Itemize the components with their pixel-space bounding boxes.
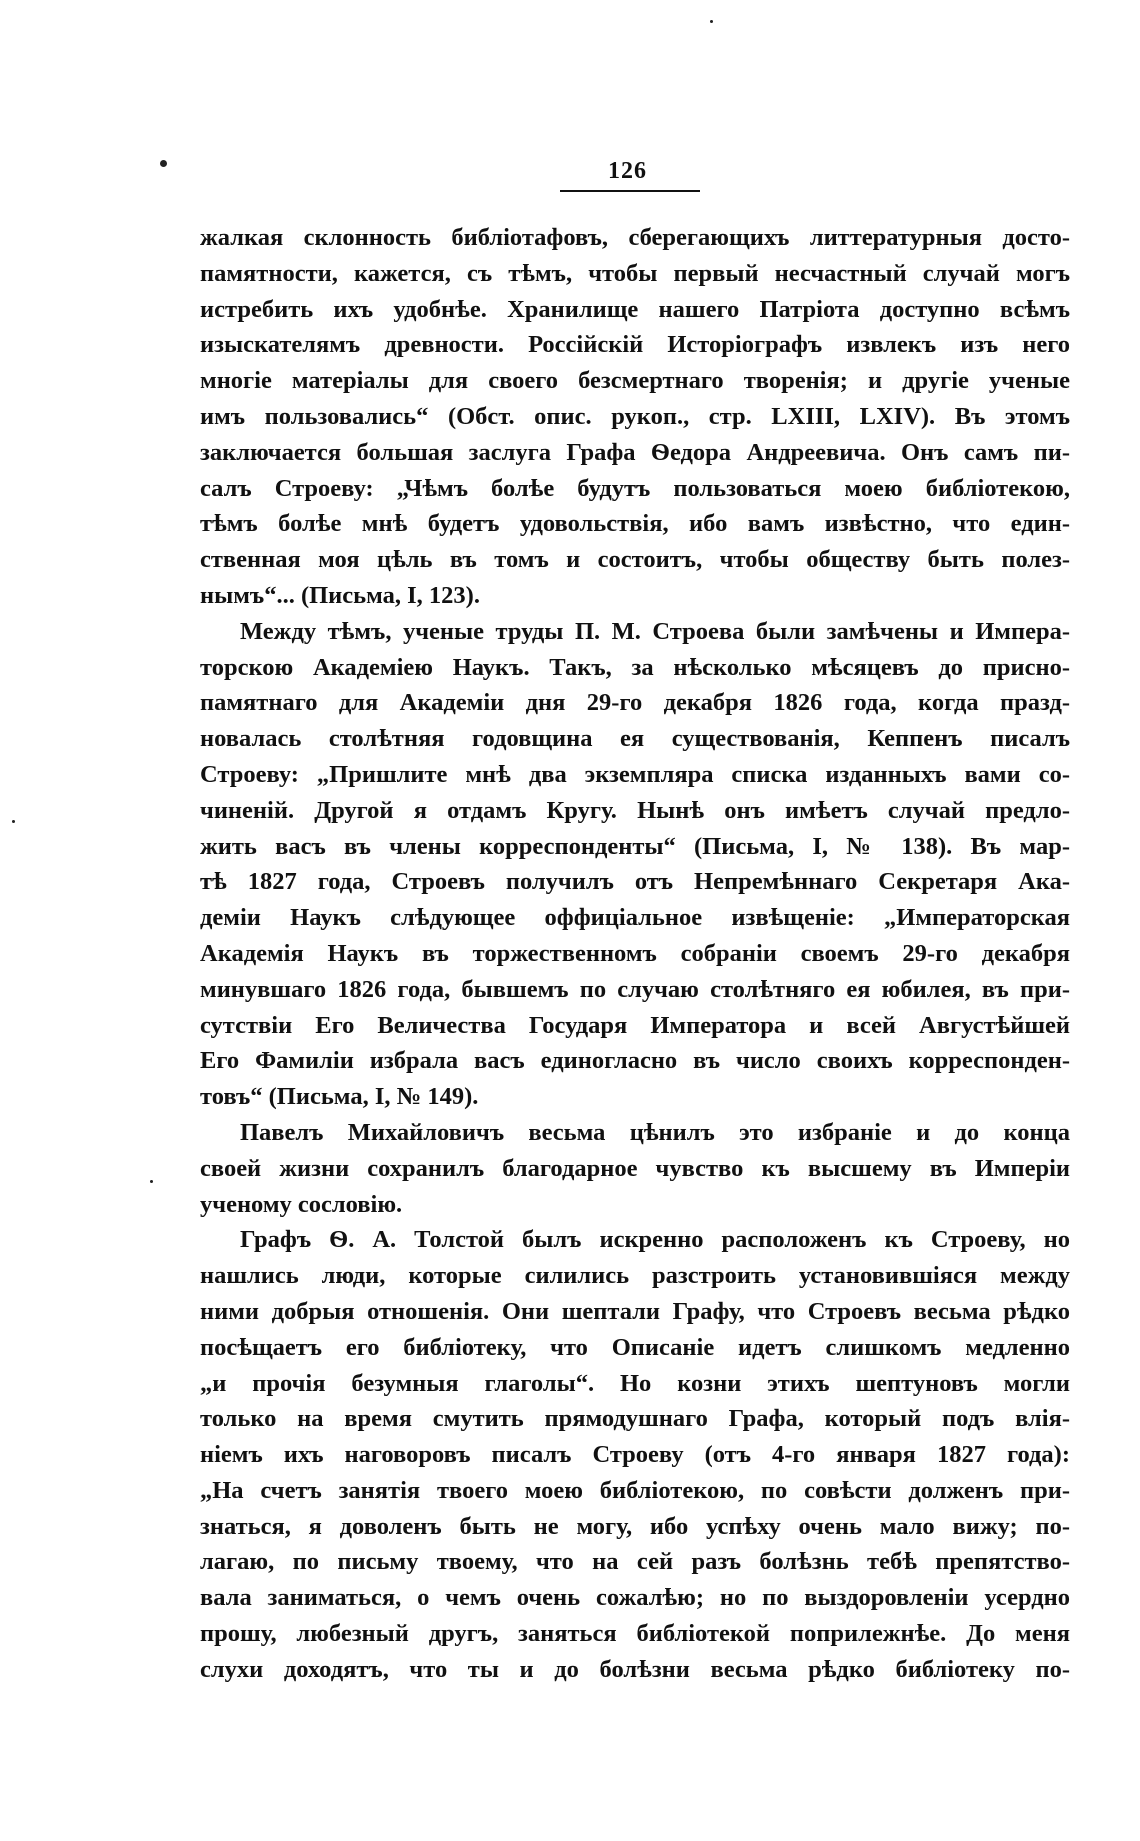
text-line: только на время смутить прямодушнаго Графа, который подъ влія- — [200, 1405, 1070, 1433]
text-line: имъ пользовались“ (Обст. опис. рукоп., стр. LXIII, LXIV). Въ этомъ — [200, 402, 1070, 430]
text-line: ученому сословію. — [200, 1190, 403, 1218]
text-line: Академія Наукъ въ торжественномъ собраніи своемъ 29-го декабря — [200, 939, 1070, 967]
text-line: лагаю, по письму твоему, что на сей разъ болѣзнь тебѣ препятство- — [200, 1548, 1070, 1576]
header-rule — [560, 190, 700, 192]
text-line: тѣмъ болѣе мнѣ будетъ удовольствія, ибо вамъ извѣстно, что един- — [200, 510, 1070, 538]
text-line: салъ Строеву: „Чѣмъ болѣе будутъ пользоваться моею библіотекою, — [200, 474, 1070, 502]
text-line: памятности, кажется, съ тѣмъ, чтобы первый несчастный случай могъ — [200, 259, 1070, 287]
text-line: Его Фамиліи избрала васъ единогласно въ число своихъ корреспонден- — [200, 1047, 1070, 1075]
text-line: торскою Академіею Наукъ. Такъ, за нѣсколько мѣсяцевъ до присно- — [200, 653, 1070, 681]
text-line: тѣ 1827 года, Строевъ получилъ отъ Непремѣннаго Секретаря Ака- — [200, 868, 1070, 896]
text-line: заключается большая заслуга Графа Ѳедора Андреевича. Онъ самъ пи- — [200, 438, 1070, 466]
text-line: посѣщаетъ его библіотеку, что Описаніе идетъ слишкомъ медленно — [200, 1333, 1070, 1361]
text-line: вала заниматься, о чемъ очень сожалѣю; но по выздоровленіи усердно — [200, 1584, 1070, 1612]
text-line: товъ“ (Письма, I, № 149). — [200, 1083, 479, 1111]
text-line: чиненій. Другой я отдамъ Кругу. Нынѣ онъ имѣетъ случай предло- — [200, 796, 1070, 824]
text-line: Строеву: „Пришлите мнѣ два экземпляра списка изданныхъ вами со- — [200, 760, 1070, 788]
text-line: жалкая склонность библіотафовъ, сберегающихъ литтературныя досто- — [200, 224, 1070, 251]
text-line: ственная моя цѣль въ томъ и состоитъ, чтобы обществу быть полез- — [200, 546, 1070, 574]
text-line: ніемъ ихъ наговоровъ писалъ Строеву (отъ 4-го января 1827 года): — [200, 1441, 1070, 1469]
text-line: „На счетъ занятія твоего моею библіотекою, по совѣсти долженъ при- — [200, 1476, 1070, 1504]
text-line: нымъ“... (Письма, I, 123). — [200, 581, 480, 609]
print-speck — [12, 820, 15, 823]
text-line: новалась столѣтняя годовщина ея существованія, Кеппенъ писалъ — [200, 725, 1070, 753]
page-number: 126 — [608, 158, 647, 184]
text-line: „и прочія безумныя глаголы“. Но козни этихъ шептуновъ могли — [200, 1369, 1070, 1397]
text-line: минувшаго 1826 года, бывшемъ по случаю столѣтняго ея юбилея, въ при- — [200, 975, 1070, 1003]
text-line: нашлись люди, которые силились разстроить установившіяся между — [200, 1262, 1070, 1290]
text-line: истребить ихъ удобнѣе. Хранилище нашего Патріота доступно всѣмъ — [200, 295, 1070, 323]
text-line: памятнаго для Академіи дня 29-го декабря 1826 года, когда празд- — [200, 689, 1070, 717]
text-line: знаться, я доволенъ быть не могу, ибо успѣху очень мало вижу; по- — [200, 1512, 1070, 1540]
text-line: Графъ Ѳ. А. Толстой былъ искренно расположенъ къ Строеву, но — [240, 1226, 1070, 1254]
text-line: изыскателямъ древности. Россійскій Исторіографъ извлекъ изъ него — [200, 331, 1070, 359]
print-speck — [150, 1180, 153, 1183]
text-line: ними добрыя отношенія. Они шептали Графу, что Строевъ весьма рѣдко — [200, 1297, 1070, 1325]
text-line: сутствіи Его Величества Государя Императора и всей Августѣйшей — [200, 1011, 1070, 1039]
text-line: деміи Наукъ слѣдующее оффиціальное извѣщеніе: „Императорская — [200, 904, 1070, 932]
text-line: прошу, любезный другъ, заняться библіотекой поприлежнѣе. До меня — [200, 1620, 1070, 1648]
text-line: своей жизни сохранилъ благодарное чувство къ высшему въ Имперіи — [200, 1154, 1070, 1182]
print-speck — [160, 160, 167, 167]
text-line: жить васъ въ члены корреспонденты“ (Письма, I, № 138). Въ мар- — [200, 832, 1070, 860]
text-line: Павелъ Михайловичъ весьма цѣнилъ это избраніе и до конца — [240, 1118, 1070, 1146]
text-line: слухи доходятъ, что ты и до болѣзни весьма рѣдко библіотеку по- — [200, 1655, 1070, 1683]
print-speck — [710, 20, 713, 23]
text-line: Между тѣмъ, ученые труды П. М. Строева были замѣчены и Импера- — [240, 617, 1070, 645]
body-text — [200, 220, 1070, 1688]
text-line: многіе матеріалы для своего безсмертнаго творенія; и другіе ученые — [200, 367, 1070, 395]
